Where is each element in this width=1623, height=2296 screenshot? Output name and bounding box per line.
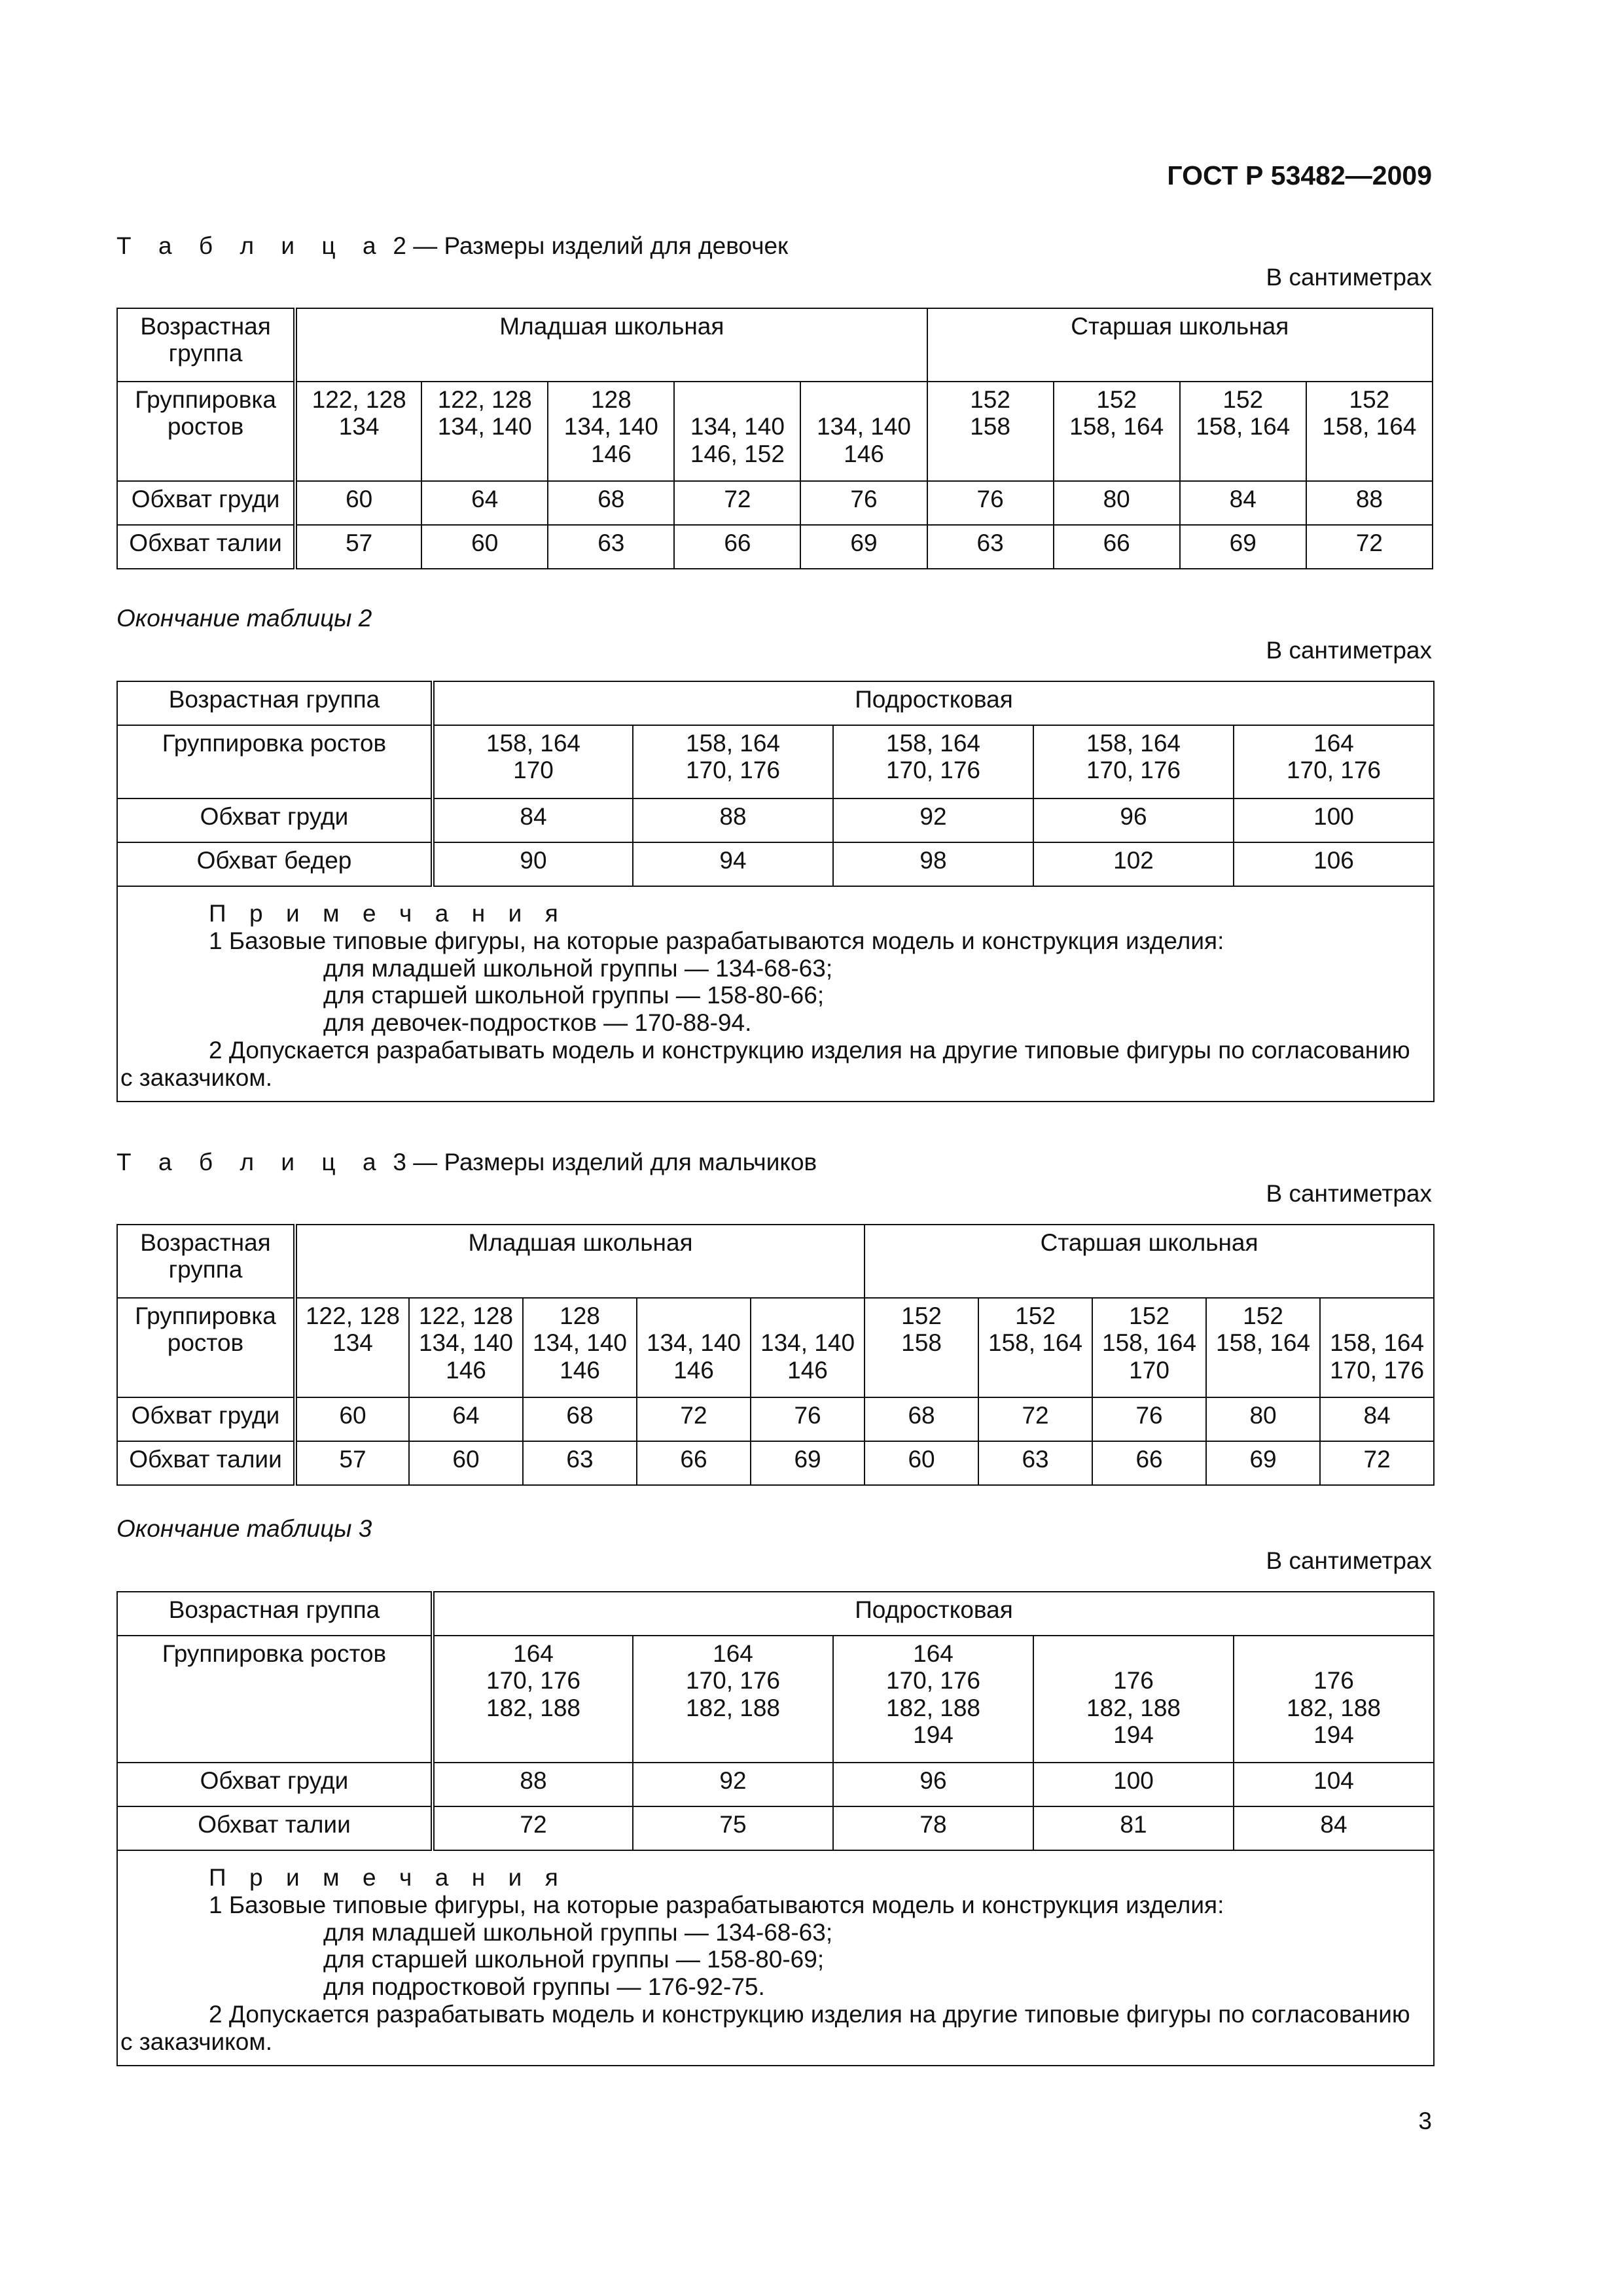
table-cell: [433, 1636, 633, 1763]
table-cell: 78: [833, 1806, 1033, 1850]
table-cell: [927, 382, 1054, 481]
table-cell: 106: [1234, 842, 1434, 886]
table-cell: 66: [637, 1441, 751, 1485]
cell-line: 182, 188: [685, 1694, 781, 1721]
cell-line: 122, 128: [305, 1302, 401, 1329]
senior-school-header: Старшая школьная: [927, 308, 1433, 382]
cell-line: 158, 164: [885, 730, 981, 757]
cell-line: 122, 128: [437, 386, 532, 413]
cell-line: 164: [713, 1640, 753, 1667]
table-row: [117, 1441, 1434, 1485]
table-cell: 60: [295, 481, 421, 525]
cell-line: [754, 1302, 861, 1329]
cell-line: 134: [338, 413, 380, 440]
cell-line: 170: [1129, 1356, 1169, 1384]
table-cell: [433, 725, 633, 798]
table-cell: 68: [548, 481, 674, 525]
table-cell: 69: [800, 525, 927, 569]
age-group-label: Возрастная группа: [117, 308, 295, 382]
cell-line: 146, 152: [690, 440, 785, 467]
cell-line: 134: [332, 1329, 373, 1357]
cell-line: 158, 164: [1330, 1329, 1425, 1357]
table-cell: [523, 1298, 637, 1397]
table-cell: [548, 382, 674, 481]
age-group-label: Возрастная группа: [117, 1225, 295, 1298]
table-cell: 88: [633, 798, 833, 842]
cell-line: 170: [513, 757, 554, 784]
table-cell: [1306, 382, 1433, 481]
cell-line: 146: [844, 440, 884, 467]
note-2: 2 Допускается разрабатывать модель и конструкцию изделия на другие типовые фигуры по согласованию: [209, 2000, 1410, 2028]
teen-header: Подростковая: [433, 681, 1434, 725]
cell-line: 128: [560, 1302, 600, 1329]
table3-end-title: Окончание таблицы 3: [116, 1515, 372, 1542]
cell-line: 170, 176: [1330, 1356, 1425, 1384]
table-cell: 69: [751, 1441, 865, 1485]
chest-label: Обхват груди: [117, 798, 433, 842]
cell-line: 146: [787, 1356, 828, 1384]
cell-line: 170, 176: [1286, 757, 1382, 784]
waist-label: Обхват талии: [117, 1806, 433, 1850]
table-cell: 92: [833, 798, 1033, 842]
table-cell: [751, 1298, 865, 1397]
table-cell: 84: [433, 798, 633, 842]
table-cell: 90: [433, 842, 633, 886]
table-cell: [1180, 382, 1306, 481]
table3: [116, 1224, 1435, 1486]
junior-school-header: Младшая школьная: [295, 1225, 865, 1298]
age-group-label: Возрастная группа: [117, 681, 433, 725]
note-2: 2 Допускается разрабатывать модель и конструкцию изделия на другие типовые фигуры по согласованию: [209, 1036, 1410, 1064]
age-group-label: Возрастная группа: [117, 1592, 433, 1636]
cell-line: 134, 140: [690, 413, 785, 440]
cell-line: 152: [901, 1302, 942, 1329]
table-cell: 76: [800, 481, 927, 525]
junior-school-header: Младшая школьная: [295, 308, 927, 382]
cell-line: 146: [590, 440, 632, 467]
cell-line: 152: [1349, 386, 1390, 413]
waist-label: Обхват талии: [117, 1441, 295, 1485]
table-cell: 92: [633, 1763, 833, 1806]
table-cell: [1054, 382, 1180, 481]
table-cell: 76: [1092, 1397, 1206, 1441]
table-cell: [674, 382, 800, 481]
table-cell: 66: [1092, 1441, 1206, 1485]
cell-line: 164: [913, 1640, 954, 1667]
table-row: [117, 1806, 1434, 1850]
table-cell: 63: [523, 1441, 637, 1485]
cell-line: 134, 140: [760, 1329, 855, 1357]
cell-line: 152: [1096, 386, 1137, 413]
cell-line: 134, 140: [563, 413, 658, 440]
table-cell: 68: [865, 1397, 978, 1441]
cell-line: 122, 128: [312, 386, 406, 413]
table-cell: [833, 725, 1033, 798]
cell-line: 128: [590, 386, 632, 413]
table-cell: 63: [978, 1441, 1092, 1485]
cell-line: 182, 188: [1086, 1694, 1181, 1721]
table-cell: 98: [833, 842, 1033, 886]
table-cell: [1033, 725, 1234, 798]
table-cell: 60: [421, 525, 548, 569]
table2: [116, 308, 1433, 569]
table-cell: [409, 1298, 523, 1397]
cell-line: 158, 164: [1102, 1329, 1197, 1357]
cell-line: 176: [1113, 1667, 1154, 1695]
cell-line: 134, 140: [437, 413, 532, 440]
table2-caption: Т а б л и ц а 2 — Размеры изделий для девочек: [116, 232, 789, 259]
table-cell: 94: [633, 842, 833, 886]
cell-line: 170, 176: [1086, 757, 1181, 784]
table-row: [117, 842, 1434, 886]
table-row: [117, 481, 1433, 525]
waist-label: Обхват талии: [117, 525, 295, 569]
cell-line: 146: [560, 1356, 600, 1384]
cell-line: 158, 164: [1216, 1329, 1311, 1357]
cell-line: 182, 188: [1286, 1694, 1382, 1721]
table-cell: 88: [433, 1763, 633, 1806]
cell-line: 158, 164: [1069, 413, 1164, 440]
table-row: [117, 525, 1433, 569]
note-2-cont: с заказчиком.: [120, 2028, 273, 2055]
chest-label: Обхват груди: [117, 1397, 295, 1441]
note-1-teen: для подростковой группы — 176-92-75.: [323, 1973, 765, 2001]
table-cell: [295, 382, 421, 481]
senior-school-header: Старшая школьная: [865, 1225, 1434, 1298]
table-cell: 81: [1033, 1806, 1234, 1850]
table-row: [117, 1397, 1434, 1441]
table-row: [117, 1763, 1434, 1806]
cell-line: 194: [1313, 1721, 1354, 1749]
table-cell: [1033, 1636, 1234, 1763]
cell-line: 152: [1243, 1302, 1283, 1329]
heights-label: Группировка ростов: [117, 1636, 433, 1763]
table3-units: В сантиметрах: [1266, 1180, 1432, 1207]
cell-line: [1323, 1302, 1431, 1329]
notes-title: П р и м е ч а н и я: [209, 900, 567, 927]
cell-line: 176: [1313, 1667, 1354, 1695]
table-cell: 57: [295, 525, 421, 569]
cell-line: 152: [1129, 1302, 1169, 1329]
cell-line: 170, 176: [685, 757, 781, 784]
table-cell: 75: [633, 1806, 833, 1850]
table-cell: 69: [1206, 1441, 1320, 1485]
cell-line: [640, 1302, 747, 1329]
table-cell: [637, 1298, 751, 1397]
table-cell: 76: [751, 1397, 865, 1441]
table-cell: [421, 382, 548, 481]
cell-line: 158: [970, 413, 1010, 440]
table-row: [117, 798, 1434, 842]
table-cell: 72: [674, 481, 800, 525]
table-cell: [1320, 1298, 1434, 1397]
hips-label: Обхват бедер: [117, 842, 433, 886]
table2-end-title: Окончание таблицы 2: [116, 605, 372, 632]
table-cell: 60: [865, 1441, 978, 1485]
table3-end: [116, 1591, 1435, 2066]
cell-line: 170, 176: [885, 757, 981, 784]
table-cell: 104: [1234, 1763, 1434, 1806]
note-1: 1 Базовые типовые фигуры, на которые разрабатываются модель и конструкция изделия:: [209, 1891, 1224, 1918]
table-row: [117, 725, 1434, 798]
cell-line: 158: [901, 1329, 942, 1357]
note-1-junior: для младшей школьной группы — 134-68-63;: [323, 954, 833, 982]
cell-line: [1237, 1640, 1431, 1667]
cell-line: 152: [1222, 386, 1264, 413]
note-1-senior: для старшей школьной группы — 158-80-66;: [323, 982, 825, 1009]
table-cell: 84: [1234, 1806, 1434, 1850]
table-cell: 80: [1206, 1397, 1320, 1441]
table-cell: 66: [674, 525, 800, 569]
document-code: ГОСТ Р 53482—2009: [1167, 160, 1432, 190]
cell-line: 158, 164: [988, 1329, 1083, 1357]
table-cell: 76: [927, 481, 1054, 525]
chest-label: Обхват груди: [117, 481, 295, 525]
table-cell: 60: [295, 1397, 409, 1441]
table-cell: 80: [1054, 481, 1180, 525]
note-1-teen: для девочек-подростков — 170-88-94.: [323, 1009, 752, 1037]
table-cell: [633, 1636, 833, 1763]
cell-line: 146: [673, 1356, 714, 1384]
table-cell: 72: [1320, 1441, 1434, 1485]
table3-end-units: В сантиметрах: [1266, 1547, 1432, 1574]
table-cell: 64: [409, 1397, 523, 1441]
note-1-junior: для младшей школьной группы — 134-68-63;: [323, 1918, 833, 1946]
note-2-cont: с заказчиком.: [120, 1064, 273, 1091]
table-cell: 69: [1180, 525, 1306, 569]
table-cell: [865, 1298, 978, 1397]
cell-line: 134, 140: [816, 413, 912, 440]
table-cell: [978, 1298, 1092, 1397]
cell-line: [677, 386, 797, 413]
cell-line: 146: [446, 1356, 486, 1384]
table2-units: В сантиметрах: [1266, 264, 1432, 291]
table-row: [117, 1636, 1434, 1763]
table-cell: 66: [1054, 525, 1180, 569]
table3-caption: Т а б л и ц а 3 — Размеры изделий для мальчиков: [116, 1149, 817, 1175]
cell-line: 158, 164: [1322, 413, 1417, 440]
cell-line: 170, 176: [685, 1667, 781, 1695]
chest-label: Обхват груди: [117, 1763, 433, 1806]
table-cell: [1234, 725, 1434, 798]
cell-line: 158, 164: [685, 730, 781, 757]
cell-line: 152: [1015, 1302, 1056, 1329]
notes: [117, 886, 1434, 1102]
table-cell: [833, 1636, 1033, 1763]
table-cell: [295, 1298, 409, 1397]
heights-label: Группировка ростов: [117, 1298, 295, 1397]
table2-end: [116, 681, 1435, 1102]
table-cell: [1092, 1298, 1206, 1397]
table-cell: 84: [1320, 1397, 1434, 1441]
cell-line: 134, 140: [532, 1329, 628, 1357]
heights-label: Группировка ростов: [117, 382, 295, 481]
cell-line: [1037, 1640, 1230, 1667]
table-cell: 63: [548, 525, 674, 569]
notes: [117, 1850, 1434, 2066]
page-number: 3: [1418, 2108, 1432, 2134]
cell-line: 158, 164: [1086, 730, 1181, 757]
cell-line: 164: [513, 1640, 554, 1667]
teen-header: Подростковая: [433, 1592, 1434, 1636]
note-1: 1 Базовые типовые фигуры, на которые разрабатываются модель и конструкция изделия:: [209, 927, 1224, 954]
table-cell: 57: [295, 1441, 409, 1485]
table-cell: [1234, 1636, 1434, 1763]
note-1-senior: для старшей школьной группы — 158-80-69;: [323, 1946, 825, 1973]
table-cell: 100: [1234, 798, 1434, 842]
table-cell: 68: [523, 1397, 637, 1441]
table-cell: 72: [637, 1397, 751, 1441]
table-cell: [633, 725, 833, 798]
cell-line: 158, 164: [1196, 413, 1291, 440]
table-cell: 84: [1180, 481, 1306, 525]
cell-line: 152: [970, 386, 1010, 413]
cell-line: 122, 128: [418, 1302, 514, 1329]
cell-line: 170, 176: [885, 1667, 981, 1695]
table-cell: 72: [433, 1806, 633, 1850]
table-cell: 96: [833, 1763, 1033, 1806]
heights-label: Группировка ростов: [117, 725, 433, 798]
cell-line: 164: [1313, 730, 1354, 757]
table-cell: 96: [1033, 798, 1234, 842]
table-cell: 64: [421, 481, 548, 525]
cell-line: 158, 164: [486, 730, 581, 757]
table-cell: 88: [1306, 481, 1433, 525]
table-cell: [1206, 1298, 1320, 1397]
cell-line: 182, 188: [486, 1694, 581, 1721]
cell-line: 134, 140: [418, 1329, 514, 1357]
table-cell: 72: [978, 1397, 1092, 1441]
table-row: [117, 1298, 1434, 1397]
notes-title: П р и м е ч а н и я: [209, 1864, 567, 1891]
table-cell: 63: [927, 525, 1054, 569]
table-cell: 72: [1306, 525, 1433, 569]
table-cell: 102: [1033, 842, 1234, 886]
table-cell: [800, 382, 927, 481]
cell-line: 194: [913, 1721, 954, 1749]
table-cell: 60: [409, 1441, 523, 1485]
table2-end-units: В сантиметрах: [1266, 637, 1432, 664]
cell-line: [804, 386, 923, 413]
cell-line: 134, 140: [646, 1329, 741, 1357]
cell-line: 194: [1113, 1721, 1154, 1749]
cell-line: 182, 188: [885, 1694, 981, 1721]
table-cell: 100: [1033, 1763, 1234, 1806]
cell-line: 170, 176: [486, 1667, 581, 1695]
table-row: [117, 382, 1433, 481]
